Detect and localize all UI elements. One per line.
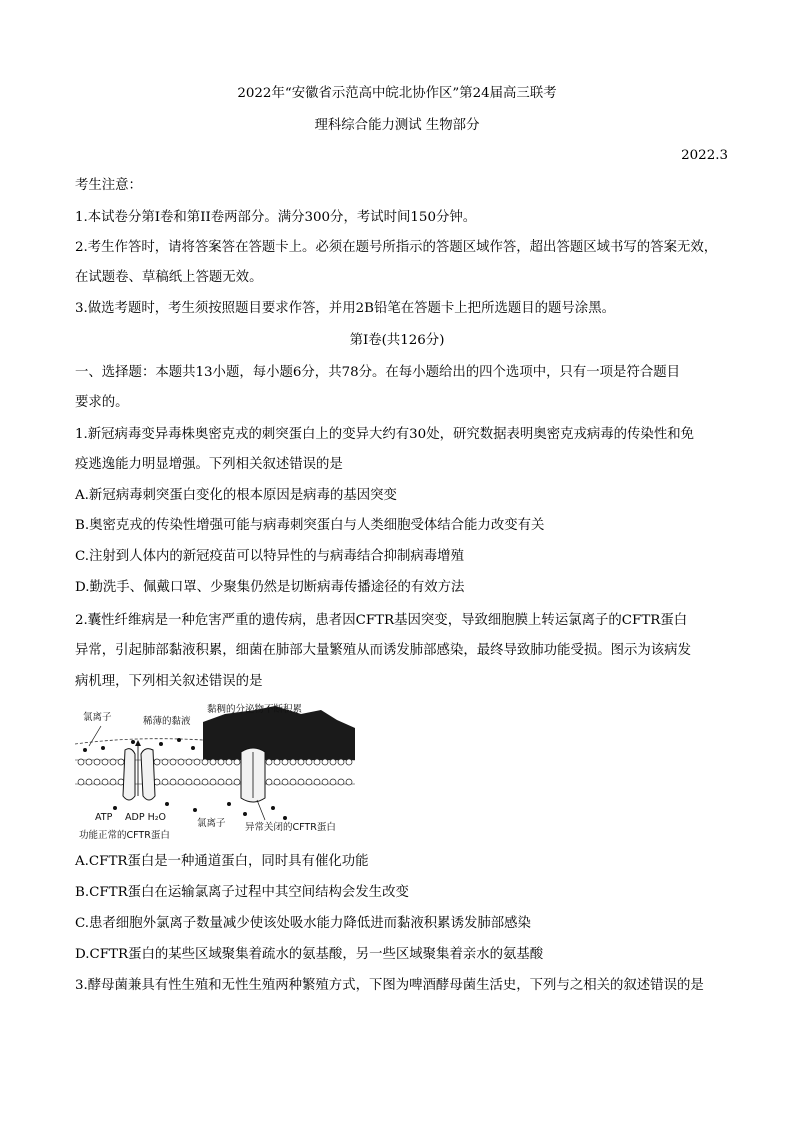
exam-date: 2022.3 <box>681 148 728 163</box>
question-2-stem-cont: 异常，引起肺部黏液积累，细菌在肺部大量繁殖从而诱发肺部感染，最终导致肺功能受损。图示为该病发 <box>75 643 691 658</box>
label-thin-mucus: 稀薄的黏液 <box>143 716 191 727</box>
question-1-option-b: B.奥密克戎的传染性增强可能与病毒刺突蛋白与人类细胞受体结合能力改变有关 <box>75 518 545 533</box>
question-2-option-a: A.CFTR蛋白是一种通道蛋白，同时具有催化功能 <box>75 854 369 869</box>
membrane-bilayer <box>75 759 355 785</box>
chloride-pointer <box>89 726 101 746</box>
notice-item-2-cont: 在试题卷、草稿纸上答题无效。 <box>75 270 263 285</box>
label-viscous-secretion: 黏稠的分泌物不断积累 <box>207 704 303 715</box>
normal-cftr-protein <box>123 749 155 800</box>
question-2-stem-cont2: 病机理，下列相关叙述错误的是 <box>75 674 263 689</box>
section-instruction-cont: 要求的。 <box>75 395 129 410</box>
question-2-option-b: B.CFTR蛋白在运输氯离子过程中其空间结构会发生改变 <box>75 885 409 900</box>
label-chloride-ion-top: 氯离子 <box>83 712 112 723</box>
label-normal-cftr: 功能正常的CFTR蛋白 <box>79 830 170 841</box>
exam-subtitle: 理科综合能力测试 生物部分 <box>314 118 480 133</box>
cftr-figure <box>75 700 365 846</box>
notice-item-2: 2.考生作答时，请将答案答在答题卡上。必须在题号所指示的答题区域作答，超出答题区域书写的答案无效， <box>75 240 718 255</box>
question-2-option-d: D.CFTR蛋白的某些区域聚集着疏水的氨基酸，另一些区域聚集着亲水的氨基酸 <box>75 947 544 962</box>
notice-item-1: 1.本试卷分第I卷和第II卷两部分。满分300分，考试时间150分钟。 <box>75 210 477 225</box>
question-1-option-c: C.注射到人体内的新冠疫苗可以特异性的与病毒结合抑制病毒增殖 <box>75 549 464 564</box>
question-1-option-a: A.新冠病毒刺突蛋白变化的根本原因是病毒的基因突变 <box>75 488 397 503</box>
question-2-option-c: C.患者细胞外氯离子数量减少使该处吸水能力降低进而黏液积累诱发肺部感染 <box>75 916 531 931</box>
label-chloride-ion-bottom: 氯离子 <box>197 818 226 829</box>
notice-item-3: 3.做选考题时，考生须按照题目要求作答，并用2B铅笔在答题卡上把所选题目的题号涂黑。 <box>75 301 615 316</box>
ion-flow-arrowhead <box>135 740 141 746</box>
question-2-stem: 2.囊性纤维病是一种危害严重的遗传病，患者因CFTR基因突变，导致细胞膜上转运氯离子的CFTR蛋白 <box>75 613 688 628</box>
section-instruction: 一、选择题：本题共13小题，每小题6分，共78分。在每小题给出的四个选项中，只有一项是符合题目 <box>75 365 681 380</box>
exam-title: 2022年“安徽省示范高中皖北协作区”第24届高三联考 <box>237 86 557 101</box>
question-1-stem-cont: 疫逃逸能力明显增强。下列相关叙述错误的是 <box>75 457 343 472</box>
label-closed-cftr: 异常关闭的CFTR蛋白 <box>245 822 336 833</box>
notice-heading: 考生注意： <box>75 178 142 193</box>
closed-cftr-protein <box>241 748 265 802</box>
label-adp: ADP H₂O <box>125 812 166 823</box>
question-3-stem: 3.酵母菌兼具有性生殖和无性生殖两种繁殖方式，下图为啤酒酵母菌生活史，下列与之相关的叙述错误的是 <box>75 978 704 993</box>
question-1-stem: 1.新冠病毒变异毒株奥密克戎的刺突蛋白上的变异大约有30处，研究数据表明奥密克戎病毒的传染性和免 <box>75 427 694 442</box>
section-title: 第I卷(共126分) <box>349 333 445 348</box>
closed-protein-pointer <box>257 800 265 820</box>
question-1-option-d: D.勤洗手、佩戴口罩、少聚集仍然是切断病毒传播途径的有效方法 <box>75 580 465 595</box>
label-atp: ATP <box>95 812 113 823</box>
